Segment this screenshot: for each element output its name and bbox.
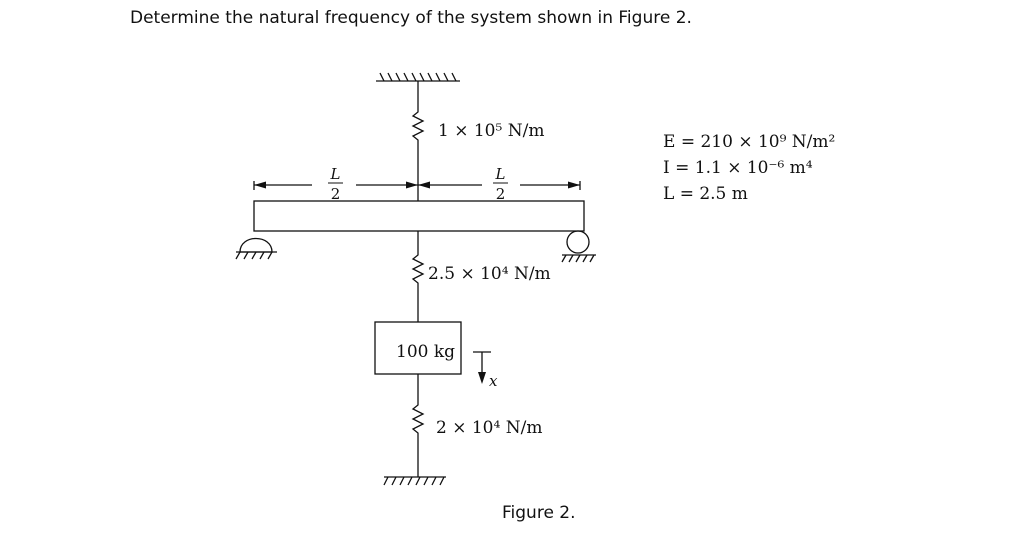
middle-spring-label: 2.5 × 10⁴ N/m [428,264,551,284]
dim-right-numerator: L [495,165,506,183]
dim-arrow-center-left [406,182,418,189]
bottom-spring-label: 2 × 10⁴ N/m [436,418,543,438]
dim-left-numerator: L [330,165,341,183]
x-arrow-head [478,372,486,384]
left-ground-hatch [236,252,272,259]
param-L: L = 2.5 m [663,184,748,204]
right-ground-hatch [562,255,594,262]
dim-left-denominator: 2 [330,185,341,203]
dim-right-denominator: 2 [495,185,506,203]
figure-caption: Figure 2. [502,503,576,523]
dim-arrow-left [254,182,266,189]
bottom-spring [413,374,423,477]
param-I: I = 1.1 × 10⁻⁶ m⁴ [663,158,813,178]
middle-spring [413,231,423,322]
top-spring-label: 1 × 10⁵ N/m [438,121,545,141]
param-E: E = 210 × 10⁹ N/m² [663,132,836,152]
question-text: Determine the natural frequency of the system shown in Figure 2. [130,8,692,28]
bottom-ground-hatch [384,477,444,485]
left-pin-support [240,239,272,253]
displacement-label: x [489,372,498,390]
dim-arrow-right [568,182,580,189]
beam [254,201,584,231]
top-spring [413,81,423,201]
right-roller [567,231,589,253]
top-ground-hatch [380,73,456,81]
mass-label: 100 kg [396,342,456,362]
dim-arrow-center-right [418,182,430,189]
